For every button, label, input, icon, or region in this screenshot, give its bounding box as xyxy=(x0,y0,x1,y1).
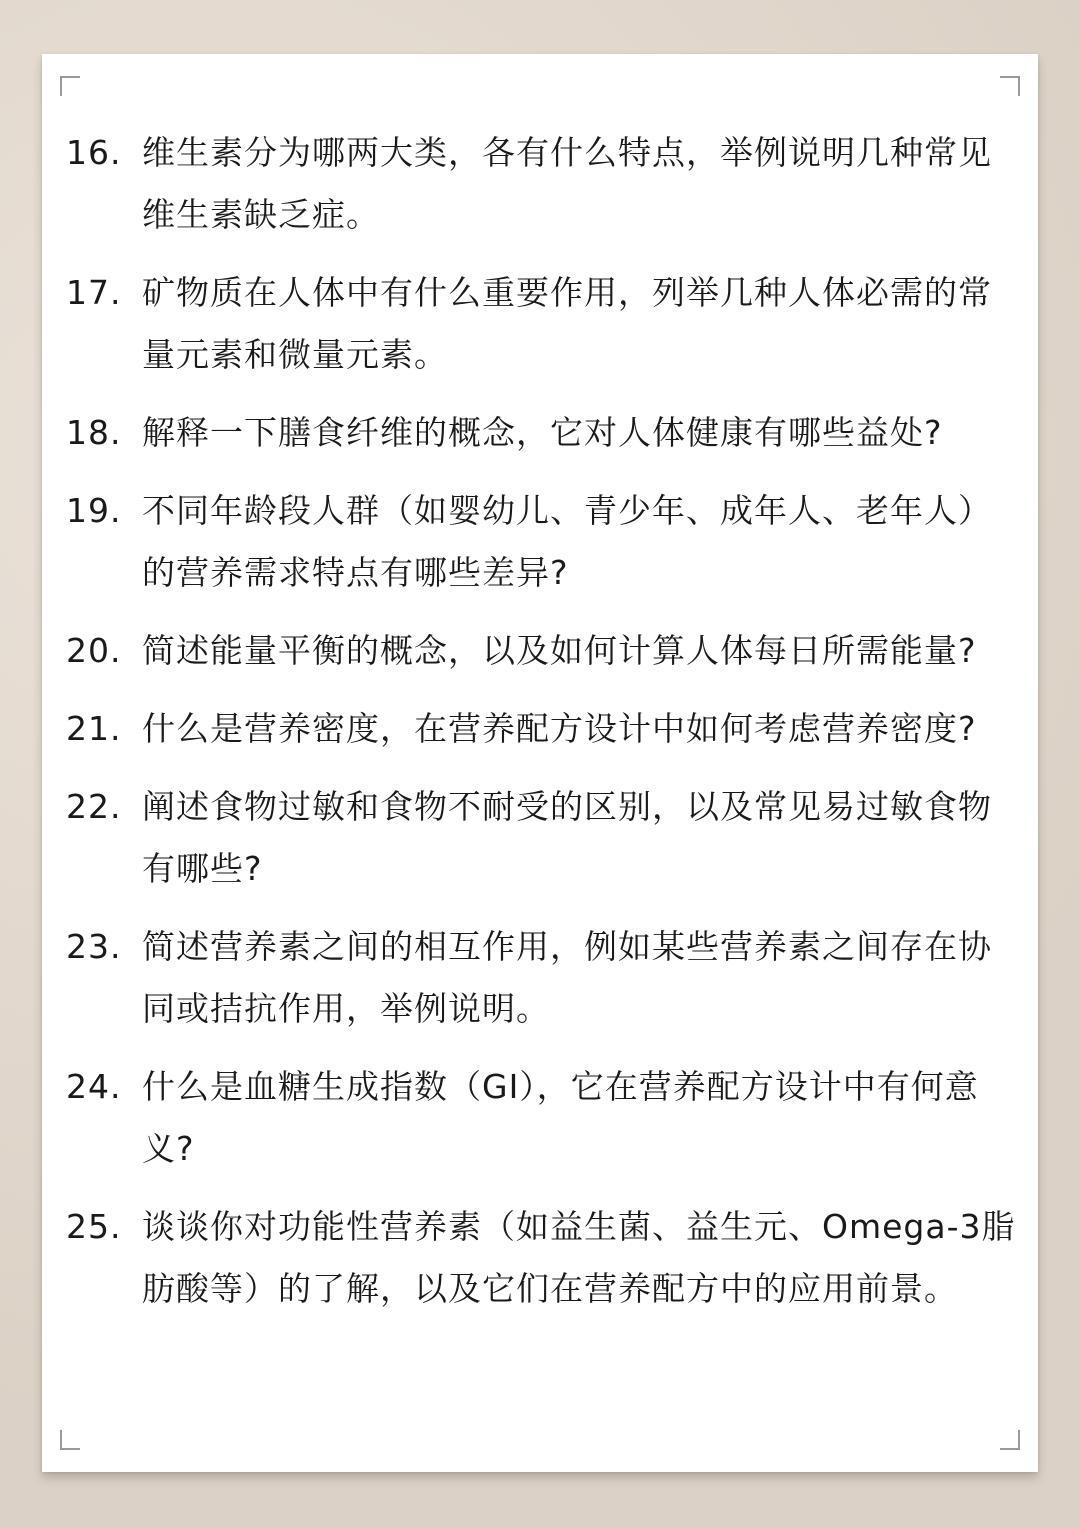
question-item xyxy=(66,1196,1020,1320)
question-item xyxy=(66,262,1020,386)
question-number: 21. xyxy=(66,709,122,748)
question-text: 阐述食物过敏和食物不耐受的区别，以及常见易过敏食物有哪些? xyxy=(142,787,992,888)
question-list xyxy=(66,122,1020,1336)
question-item xyxy=(66,402,1020,464)
question-number: 22. xyxy=(66,787,122,826)
question-text: 简述能量平衡的概念，以及如何计算人体每日所需能量? xyxy=(142,631,977,670)
paper-sheet xyxy=(42,54,1038,1472)
corner-mark-top-left xyxy=(60,76,80,96)
question-number: 16. xyxy=(66,133,122,172)
question-text: 什么是营养密度，在营养配方设计中如何考虑营养密度? xyxy=(142,709,977,748)
question-text: 什么是血糖生成指数（GI），它在营养配方设计中有何意义? xyxy=(142,1067,979,1168)
question-text: 维生素分为哪两大类，各有什么特点，举例说明几种常见维生素缺乏症。 xyxy=(142,133,992,234)
question-item xyxy=(66,122,1020,246)
corner-mark-top-right xyxy=(1000,76,1020,96)
question-item xyxy=(66,1056,1020,1180)
question-item xyxy=(66,776,1020,900)
question-number: 24. xyxy=(66,1067,122,1106)
question-text: 不同年龄段人群（如婴幼儿、青少年、成年人、老年人）的营养需求特点有哪些差异? xyxy=(142,491,992,592)
question-item xyxy=(66,698,1020,760)
question-number: 17. xyxy=(66,273,122,312)
question-number: 25. xyxy=(66,1207,122,1246)
question-item xyxy=(66,480,1020,604)
question-item xyxy=(66,916,1020,1040)
question-text: 矿物质在人体中有什么重要作用，列举几种人体必需的常量元素和微量元素。 xyxy=(142,273,992,374)
question-text: 解释一下膳食纤维的概念，它对人体健康有哪些益处? xyxy=(142,413,943,452)
question-text: 简述营养素之间的相互作用，例如某些营养素之间存在协同或拮抗作用，举例说明。 xyxy=(142,927,992,1028)
question-item xyxy=(66,620,1020,682)
question-number: 20. xyxy=(66,631,122,670)
question-number: 19. xyxy=(66,491,122,530)
corner-mark-bottom-right xyxy=(1000,1430,1020,1450)
question-number: 18. xyxy=(66,413,122,452)
question-number: 23. xyxy=(66,927,122,966)
question-text: 谈谈你对功能性营养素（如益生菌、益生元、Omega-3脂肪酸等）的了解，以及它们在营养配方中的应用前景。 xyxy=(142,1207,1016,1308)
corner-mark-bottom-left xyxy=(60,1430,80,1450)
